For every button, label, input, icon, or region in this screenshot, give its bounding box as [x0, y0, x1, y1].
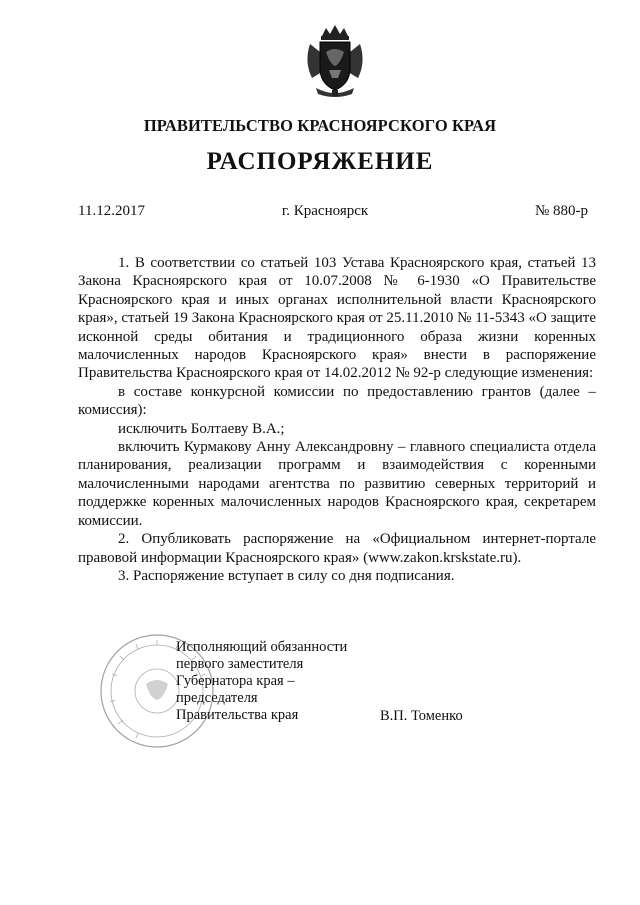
- signature-line-5: Правительства края: [176, 707, 299, 723]
- paragraph-1: 1. В соответствии со статьей 103 Устава Красноярского края, статьей 13 Закона Красноярского края от 10.07.2008 № 6-1930 «О Правительстве Красноярского края и иных органах исполнительной власти Красноярского края», статьей 19 Закона Красноярского края от 25.11.2010 № 11-5343 «О защите исконной среды обитания и традиционного образа жизни коренных малочисленных народов Красноярского края» внести в распоряжение Правительства Красноярского края от 14.02.2012 № 92-р следующие изменения:: [78, 255, 596, 382]
- document-date: 11.12.2017: [78, 203, 145, 219]
- coat-of-arms-icon: [302, 22, 368, 98]
- document-city: г. Красноярск: [281, 203, 369, 219]
- signature-line-2: первого заместителя: [176, 656, 304, 672]
- government-title: ПРАВИТЕЛЬСТВО КРАСНОЯРСКОГО КРАЯ: [143, 116, 497, 135]
- paragraph-commission: в составе конкурсной комиссии по предоставлению грантов (далее – комиссия):: [78, 383, 596, 419]
- paragraph-exclude: исключить Болтаеву В.А.;: [118, 420, 285, 437]
- paragraph-2: 2. Опубликовать распоряжение на «Официальном интернет-портале правовой информации Красноярского края» (www.zakon.krskstate.ru).: [78, 531, 596, 566]
- document-type-title: РАСПОРЯЖЕНИЕ: [206, 148, 434, 175]
- signature-line-1: Исполняющий обязанности: [176, 639, 348, 655]
- signatory-name: В.П. Томенко: [380, 708, 463, 724]
- signature-line-4: председателя: [176, 690, 258, 706]
- document-number: № 880-р: [534, 203, 588, 219]
- paragraph-3: 3. Распоряжение вступает в силу со дня подписания.: [118, 567, 455, 584]
- signature-line-3: Губернатора края –: [176, 673, 295, 689]
- signature-block: [176, 639, 347, 724]
- paragraph-include: включить Курмакову Анну Александровну – главного специалиста отдела планирования, реализации программ и взаимодействия с коренными малочисленными народами агентства по развитию северных территорий и поддержке коренных малочисленных народов Красноярского края, секретарем комиссии.: [78, 439, 596, 529]
- document-body: [78, 254, 596, 585]
